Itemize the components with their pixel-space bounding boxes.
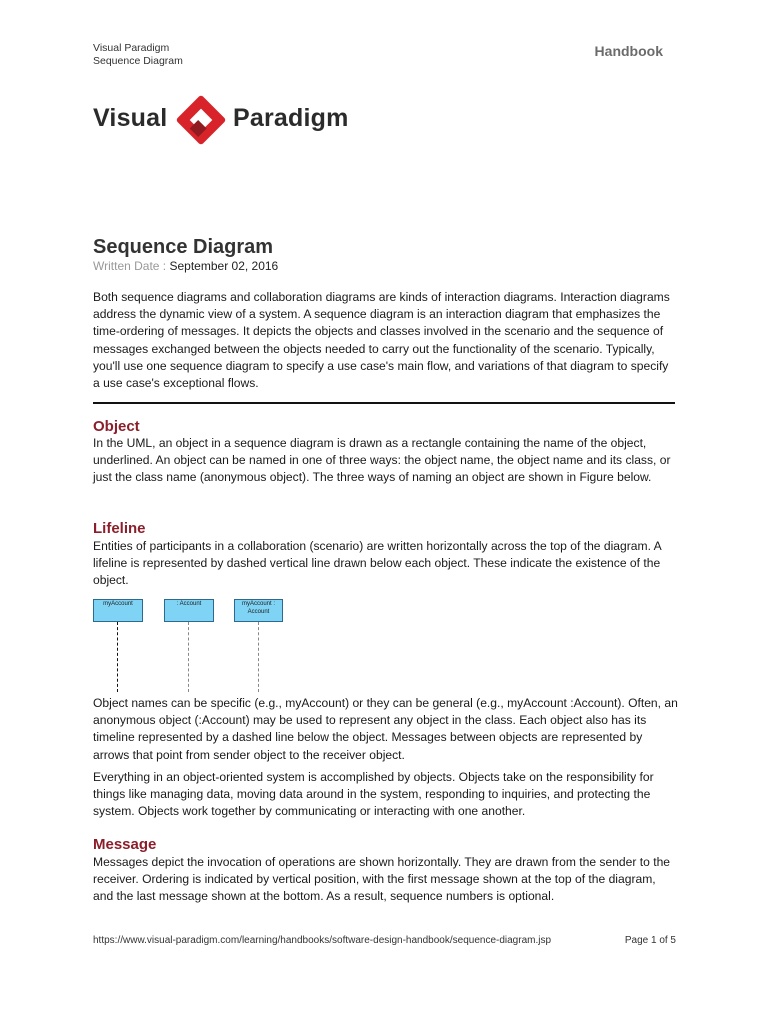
object-box — [234, 599, 283, 622]
written-date-label: Written Date : — [93, 259, 167, 273]
written-date — [93, 259, 278, 273]
lifeline — [188, 622, 189, 692]
object-paragraph: In the UML, an object in a sequence diagram is drawn as a rectangle containing the name of the object, underlined. An object can be named in one of three ways: the object name, the object name and its class, or just the class name (anonymous object). The three ways of naming an object are shown in Figure below. — [93, 436, 671, 485]
logo-word-left: Visual — [93, 104, 168, 132]
object-box — [164, 599, 214, 622]
intro-paragraph: Both sequence diagrams and collaboration diagrams are kinds of interaction diagrams. Interaction diagrams address the dynamic view of a system. A sequence diagram is an interaction diagram that emphasizes the time-ordering of messages. It depicts the objects and classes involved in the scenario and the sequence of messages exchanged between the objects needed to carry out the functionality of the scenario. Typically, you'll use one sequence diagram to specify a use case's main flow, and variations of that diagram to specify a use case's exceptional flows. — [93, 290, 670, 391]
footer-page-number: Page 1 of 5 — [624, 935, 676, 946]
lifeline-paragraph-3: Everything in an object-oriented system is accomplished by objects. Objects take on the responsibility for things like managing data, moving data around in the system, responding to inquiries, and protecting the system. Objects work together by communicating or interacting with one another. — [93, 770, 654, 819]
object-box — [93, 599, 143, 622]
message-heading: Message — [93, 836, 157, 853]
lifeline-heading: Lifeline — [93, 520, 146, 537]
header-product: Visual Paradigm — [93, 42, 170, 54]
lifeline — [117, 622, 118, 692]
message-paragraph: Messages depict the invocation of operations are shown horizontally. They are drawn from the sender to the receiver. Ordering is indicated by vertical position, with the first message shown at the top of the diagram, and the last message shown at the bottom. As a result, sequence numbers is optional. — [93, 855, 671, 904]
section-divider — [93, 402, 675, 404]
visual-paradigm-logo — [93, 88, 353, 152]
header-doc-name: Sequence Diagram — [93, 55, 183, 67]
object-box-label: myAccount — [103, 601, 133, 607]
object-box-label: myAccount : — [241, 601, 275, 607]
logo-diamond-icon — [173, 90, 229, 150]
footer-url[interactable]: https://www.visual-paradigm.com/learning/handbooks/software-design-handbook/sequence-diagram.jsp — [93, 935, 552, 946]
lifeline — [258, 622, 259, 692]
header-handbook: Handbook — [594, 43, 663, 59]
logo-word-right: Paradigm — [233, 104, 349, 132]
object-box-label: : Account — [176, 601, 202, 607]
object-box-label-class: Account — [247, 609, 270, 615]
object-heading: Object — [93, 418, 140, 435]
lifeline-paragraph: Entities of participants in a collaboration (scenario) are written horizontally across the top of the diagram. A lifeline is represented by dashed vertical line drawn below each object. These indicate the existence of the object. — [93, 539, 662, 588]
lifeline-figure — [93, 599, 293, 695]
lifeline-paragraph-2: Object names can be specific (e.g., myAccount) or they can be general (e.g., myAccount :Account). Often, an anonymous object (:Account) may be used to represent any object in the class. Each object also has its timeline represented by a dashed line below the object. Messages between objects are represented by arrows that point from sender object to the receiver object. — [93, 696, 678, 762]
written-date-value: September 02, 2016 — [169, 259, 279, 273]
page-title: Sequence Diagram — [93, 236, 274, 258]
